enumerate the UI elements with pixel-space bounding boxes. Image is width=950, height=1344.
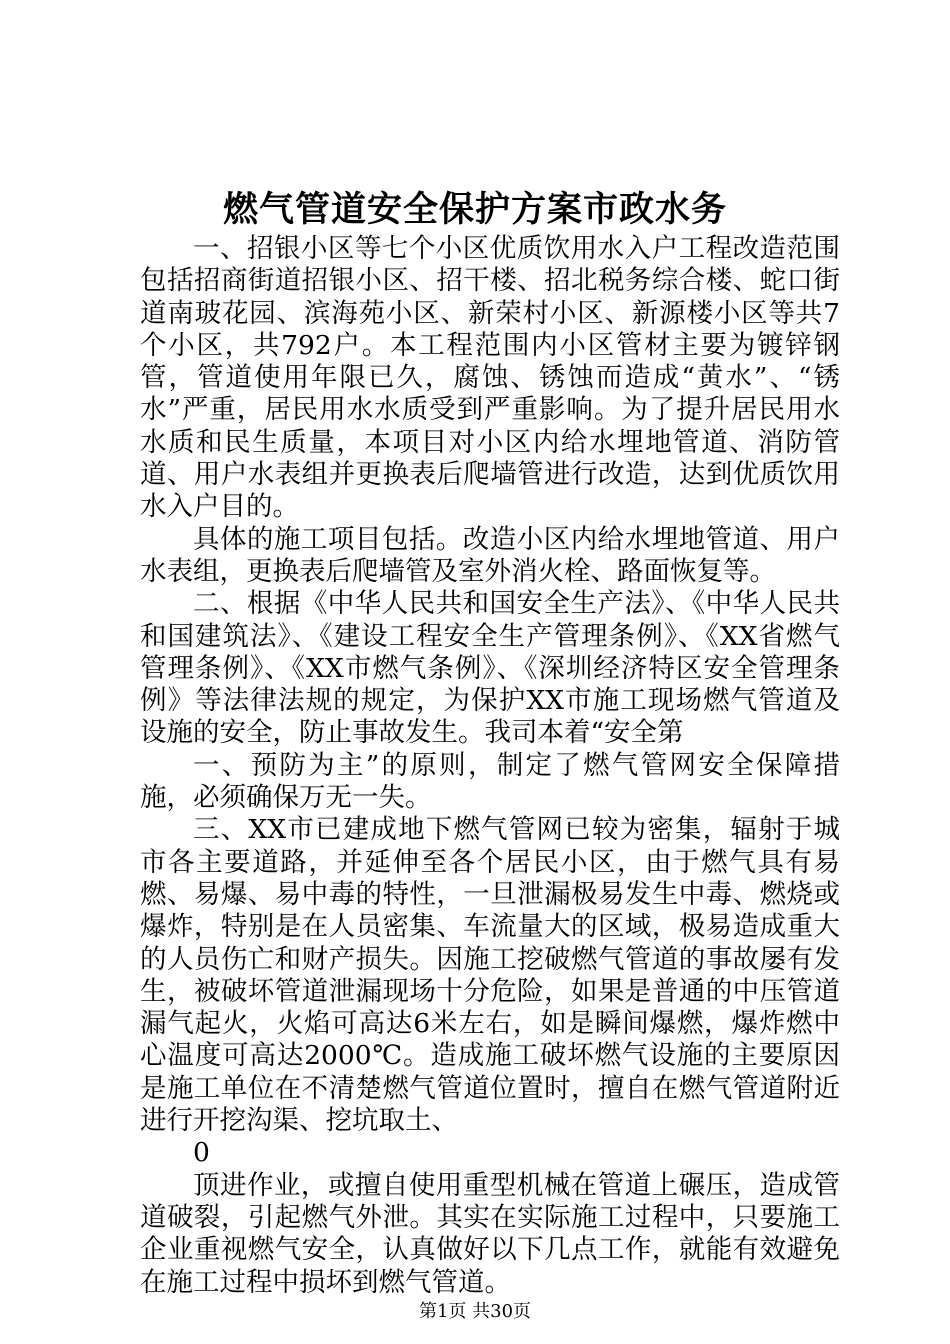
paragraph-6: 顶进作业，或擅自使用重型机械在管道上碾压，造成管道破裂，引起燃气外泄。其实在实际施工过程中，只要施工企业重视燃气安全，认真做好以下几点工作，就能有效避免在施工过程中损坏到燃气管道。 (140, 1169, 840, 1298)
paragraph-4: 一、预防为主”的原则，制定了燃气管网安全保障措施，必须确保万无一失。 (140, 749, 840, 814)
paragraph-3: 二、根据《中华人民共和国安全生产法》、《中华人民共和国建筑法》、《建设工程安全生产管理条例》、《XX省燃气管理条例》、《XX市燃气条例》、《深圳经济特区安全管理条例》等法律法规的规定，为保护XX市施工现场燃气管道及设施的安全，防止事故发生。我司本着“安全第 (140, 588, 840, 749)
paragraph-2: 具体的施工项目包括。改造小区内给水埋地管道、用户水表组，更换表后爬墙管及室外消火栓、路面恢复等。 (140, 523, 840, 587)
paragraph-1: 一、招银小区等七个小区优质饮用水入户工程改造范围包括招商街道招银小区、招干楼、招北税务综合楼、蛇口街道南玻花园、滨海苑小区、新荣村小区、新源楼小区等共7个小区，共792户。本工程范围内小区管材主要为镀锌钢管，管道使用年限已久，腐蚀、锈蚀而造成“黄水”、“锈水”严重，居民用水水质受到严重影响。为了提升居民用水水质和民生质量，本项目对小区内给水埋地管道、消防管道、用户水表组并更换表后爬墙管进行改造，达到优质饮用水入户目的。 (140, 233, 840, 523)
inline-page-number: 0 (193, 1137, 210, 1169)
paragraph-5: 三、XX市已建成地下燃气管网已较为密集，辐射于城市各主要道路，并延伸至各个居民小区，由于燃气具有易燃、易爆、易中毒的特性，一旦泄漏极易发生中毒、燃烧或爆炸，特别是在人员密集、车流量大的区域，极易造成重大的人员伤亡和财产损失。因施工挖破燃气管道的事故屡有发生，被破坏管道泄漏现场十分危险，如果是普通的中压管道漏气起火，火焰可高达6米左右，如是瞬间爆燃，爆炸燃中心温度可高达2000℃。造成施工破坏燃气设施的主要原因是施工单位在不清楚燃气管道位置时，擅自在燃气管道附近进行开挖沟渠、挖坑取土、 (140, 814, 840, 1137)
document-title: 燃气管道安全保护方案市政水务 (222, 189, 727, 230)
document-body (140, 233, 840, 1299)
page-footer: 第1页 共30页 (418, 1301, 532, 1322)
